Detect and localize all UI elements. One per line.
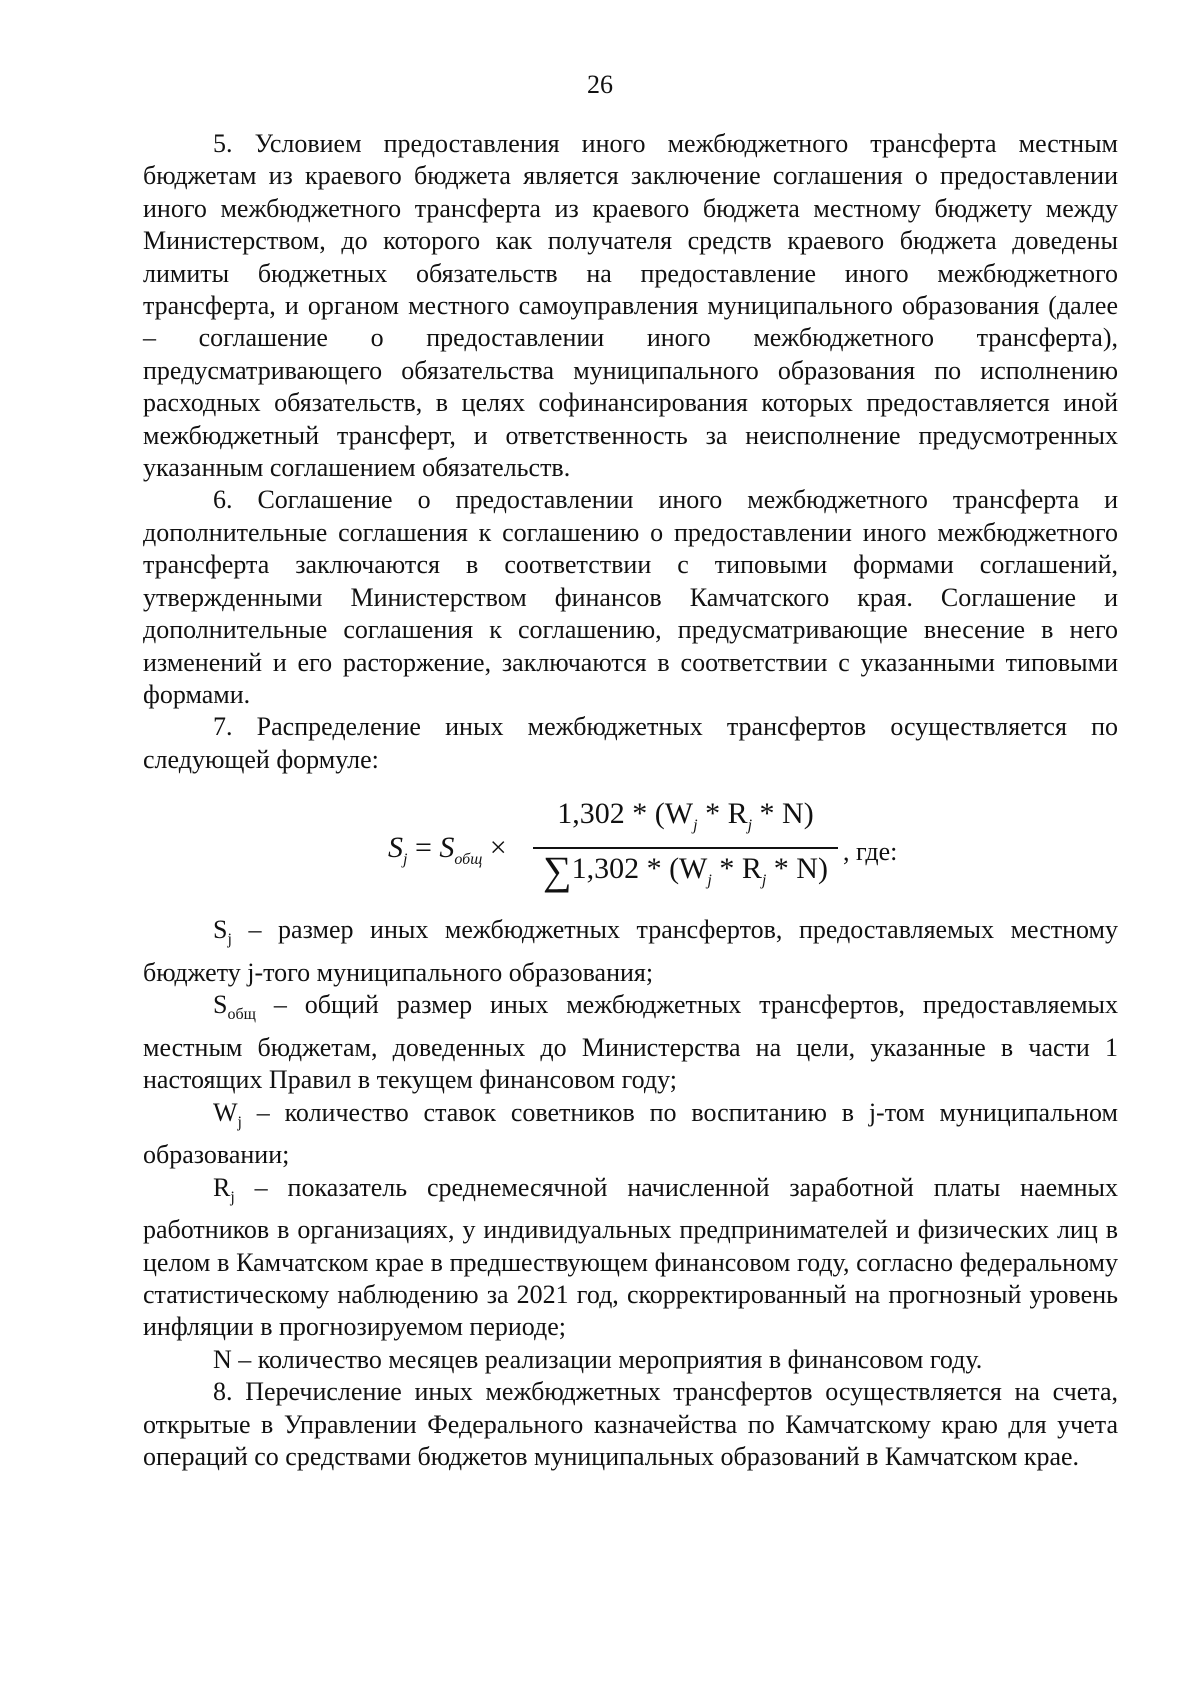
formula-where: , где: [843,837,898,867]
formula-denominator: $\sum 1,302 * (W_j * R_j * N)$ [543,847,828,893]
formula-numerator: $1,302 * (W_j * R_j * N)$ [557,797,814,835]
formula-definitions [143,914,1118,1376]
page-number: 26 [587,70,613,99]
definition-n: N – количество месяцев реализации мероприятия в финансовом году. [213,1344,983,1374]
paragraph-8: 8. Перечисление иных межбюджетных трансфертов осуществляется на счета, открытые в Управлении Федерального казначейства по Камчатскому краю для учета операций со средствами бюджетов муниципальных образований в Камчатском крае. [143,1377,1118,1471]
document-body [143,128,1118,1473]
definition-sj: $S_j$ – размер иных межбюджетных трансфертов, предоставляемых местному бюджету j-того муниципального образования; [143,915,1118,987]
definition-w: $W_j$ – количество ставок советников по воспитанию в j-том муниципальном образовании; [143,1097,1118,1170]
formula-fraction [533,798,838,897]
sum-sign-icon: ∑ [543,847,572,893]
formula-lhs: $S_j = S_{общ}$ × [388,831,507,869]
paragraph-5: 5. Условием предоставления иного межбюджетного трансферта местным бюджетам из краевого бюджета является заключение соглашения о предоставлении иного межбюджетного трансферта из краевого бюджета местному бюджету между Министерством, до которого как получателя средств краевого бюджета доведены лимиты бюджетных обязательств на предоставление иного межбюджетного трансферта, и органом местного самоуправления муниципального образования (далее – соглашение о предоставлении иного межбюджетного трансферта), предусматривающего обязательства муниципального образования по исполнению расходных обязательств, в целях софинансирования которых предоставляется иной межбюджетный трансферт, и ответственность за неисполнение предусмотренных указанным соглашением обязательств. [143,129,1118,483]
definition-sobsh: $S_{общ}$ – общий размер иных межбюджетных трансфертов, предоставляемых местным бюджетам, доведенных до Министерства на цели, указанные в части 1 настоящих Правил в текущем финансовом году; [143,990,1118,1095]
definition-r: $R_j$ – показатель среднемесячной начисленной заработной платы наемных работников в организациях, у индивидуальных предпринимателей и физических лиц в целом в Камчатском крае в предшествующем финансовом году, согласно федеральному статистическому наблюдению за 2021 год, скорректированный на прогнозный уровень инфляции в прогнозируемом периоде; [143,1172,1118,1342]
paragraph-7: 7. Распределение иных межбюджетных трансфертов осуществляется по следующей формуле: [143,712,1118,774]
paragraph-6: 6. Соглашение о предоставлении иного межбюджетного трансферта и дополнительные соглашения к соглашению о предоставлении иного межбюджетного трансферта заключаются в соответствии с типовыми формами соглашений, утвержденными Министерством финансов Камчатского края. Соглашение и дополнительные соглашения к соглашению, предусматривающие внесение в него изменений и его расторжение, заключаются в соответствии с указанными типовыми формами. [143,485,1118,709]
distribution-formula [143,798,1118,908]
